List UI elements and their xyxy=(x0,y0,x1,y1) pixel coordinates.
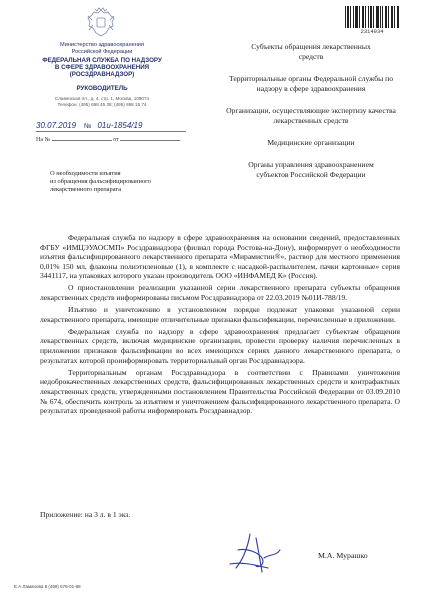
body-paragraph: Федеральная служба по надзору в сфере здравоохранения предлагает субъектам обращения лекарственных средств, включая медицинские организации, провести проверку наличия перечисленных в приложении признаков фальсификации во всех имеющихся сериях данного лекарственного препарата, о результатах которой проинформировать территориальный орган Росздравнадзора. xyxy=(40,326,400,365)
reply-to-line: На № от xyxy=(36,137,180,143)
ministry-name: Министерство здравоохранения Российской Федерации xyxy=(60,42,144,55)
body-paragraph: Территориальным органам Росздравнадзора в соответствии с Правилами уничтожения недоброкачественных лекарственных средств, фальсифицированных лекарственных средств и контрафактных лекарственных средств, утвержденными постановлением Правительства Российской Федерации от 03.09.2010 № 674, обеспечить контроль за изъятием и уничтожением фальсифицированного лекарственного препарата. О результатах проведенной работы информировать Росздравнадзор. xyxy=(40,367,400,416)
recipient-item: Территориальные органы Федеральной службы по надзору в сфере здравоохранения xyxy=(228,74,394,93)
recipient-item: Органы управления здравоохранением субъектов Российской Федерации xyxy=(248,160,374,179)
recipient-item: Организации, осуществляющие экспертизу качества лекарственных средств xyxy=(226,106,396,125)
signer-name: М.А. Мурашко xyxy=(318,551,368,560)
letter-subject: О необходимости изъятия из обращения фальсифицированного лекарственного препарата xyxy=(50,170,151,194)
registration-line xyxy=(36,121,142,130)
barcode-number: 2314934 xyxy=(360,28,384,35)
head-title: РУКОВОДИТЕЛЬ xyxy=(76,85,128,92)
registration-number: 01и-1854/19 xyxy=(97,121,143,130)
signature-icon xyxy=(210,528,300,576)
attachment-note: Приложение: на 3 л. в 1 экз. xyxy=(40,510,131,519)
registration-number-prefix: № xyxy=(84,123,92,130)
barcode-icon xyxy=(344,6,400,28)
recipient-item: Субъекты обращения лекарственных средств xyxy=(251,42,371,61)
letter-body xyxy=(40,233,400,418)
service-address: Славянская пл., д. 4, стр. 1, Москва, 109074 Телефон: (495) 698 45 38, (495) 698 15 74 xyxy=(54,96,150,107)
body-paragraph: О приостановлении реализации указанной серии лекарственного препарата субъекты обращения лекарственных средств информированы письмом Росздравнадзора от 22.03.2019 №01И-788/19. xyxy=(40,283,400,303)
service-name: ФЕДЕРАЛЬНАЯ СЛУЖБА ПО НАДЗОРУ В СФЕРЕ ЗДРАВООХРАНЕНИЯ (РОСЗДРАВНАДЗОР) xyxy=(42,57,162,79)
executor-footer: Е.А.Ламанова 8 (499) 578-01-88 xyxy=(14,584,81,589)
body-paragraph: Изъятию и уничтожению в установленном порядке подлежат упаковки указанной серии лекарственного препарата, имеющие отличительные признаки фальсификации, перечисленные в приложении. xyxy=(40,305,400,324)
state-emblem-icon xyxy=(84,6,118,40)
recipients-block xyxy=(226,42,396,192)
registration-date: 30.07.2019 xyxy=(36,121,77,130)
body-paragraph: Федеральная служба по надзору в сфере здравоохранения на основании сведений, предоставленных ФГБУ «ИМЦЭУАОСМП» Росздравнадзора (филиал города Ростова-на-Дону), информирует о необходимости изъятия фальсифицированного лекарственного препарата «Мирамистин®», раствор для местного применения 0,01% 150 мл, флаконы полиэтиленовые (1), в комплекте с насадкой-распылителем, пачки картонные» серия 3441117, на упаковках которого указан производитель ООО «ИНФАМЕД К» (Россия). xyxy=(40,233,400,281)
recipient-item: Медицинские организации xyxy=(267,138,355,147)
